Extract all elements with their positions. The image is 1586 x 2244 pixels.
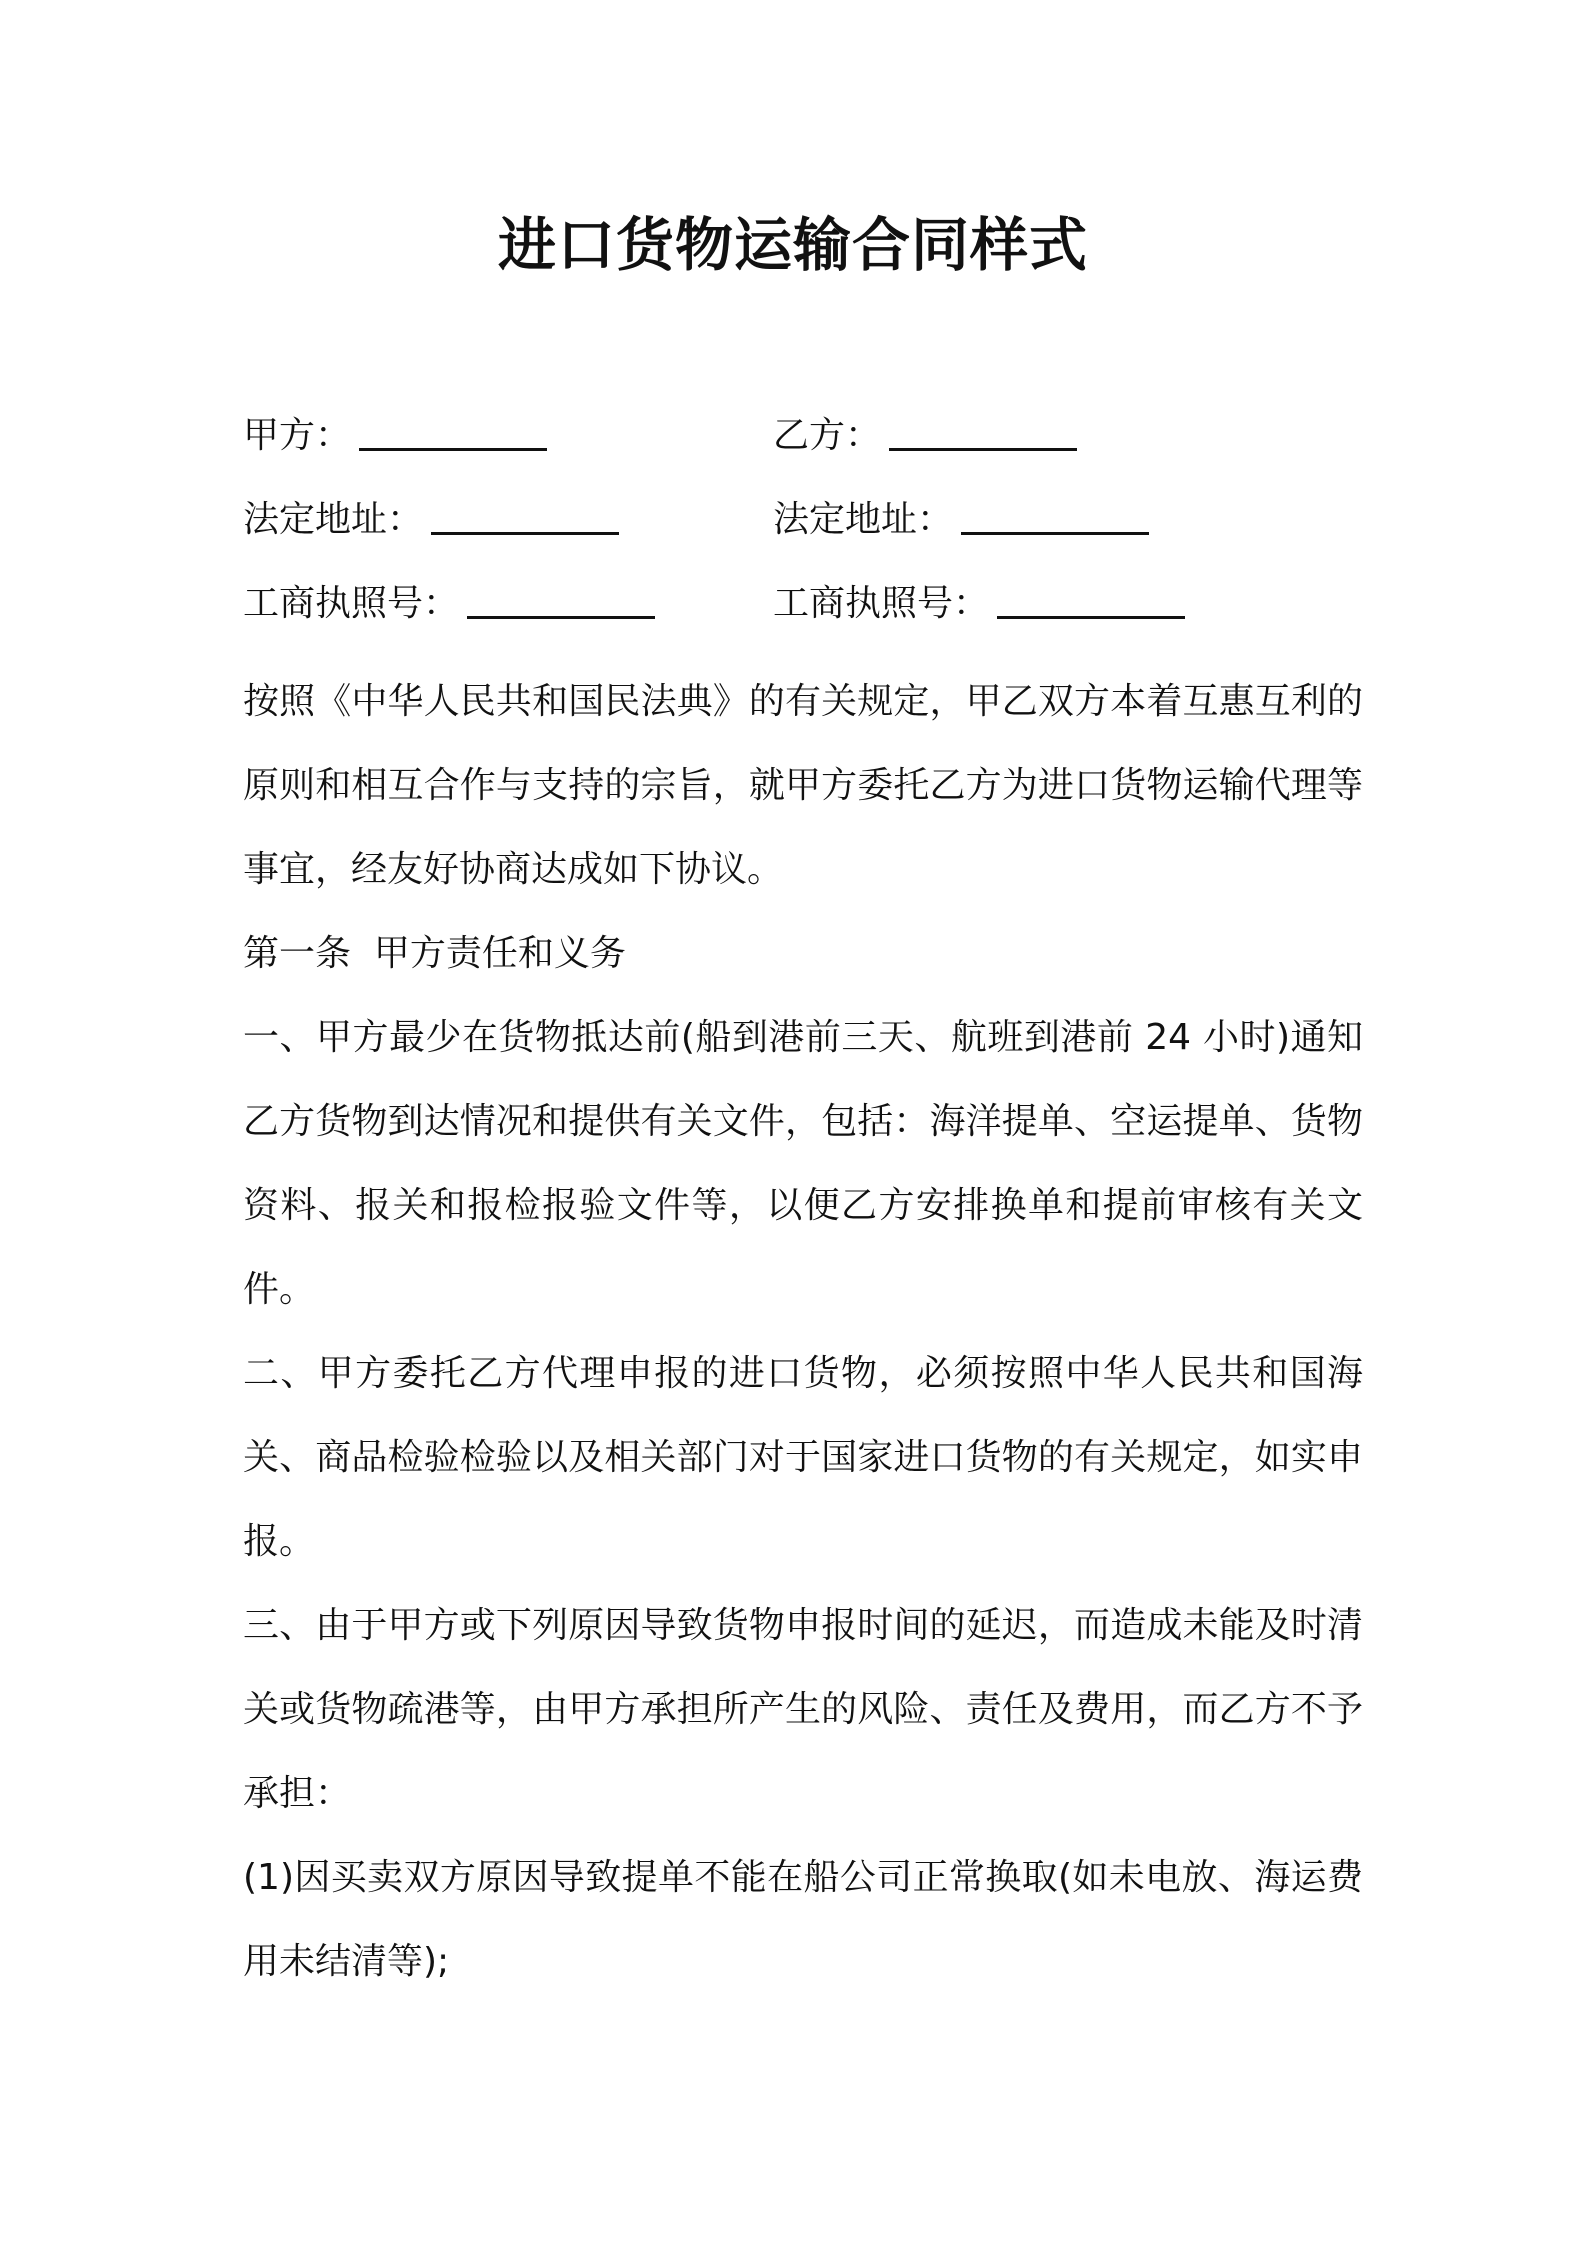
license-row <box>243 574 1363 634</box>
party-a-blank <box>359 408 547 451</box>
contract-body <box>243 660 1363 2004</box>
address-b-field <box>773 490 1149 550</box>
clause-2-paragraph: 二、甲方委托乙方代理申报的进口货物，必须按照中华人民共和国海关、商品检验检验以及相关部门对于国家进口货物的有关规定，如实申报。 <box>243 1353 1363 1562</box>
party-row <box>243 406 1363 466</box>
address-b-label: 法定地址： <box>773 499 954 540</box>
party-b-field <box>773 406 1077 466</box>
preamble-paragraph: 按照《中华人民共和国民法典》的有关规定，甲乙双方本着互惠互利的原则和相互合作与支持的宗旨，就甲方委托乙方为进口货物运输代理等事宜，经友好协商达成如下协议。 <box>243 681 1363 890</box>
address-a-blank <box>431 492 619 535</box>
license-a-blank <box>467 576 655 619</box>
party-a-label: 甲方： <box>243 415 352 456</box>
license-a-field <box>243 574 655 634</box>
document-title: 进口货物运输合同样式 <box>497 211 1088 279</box>
article-1-heading: 第一条 甲方责任和义务 <box>243 933 626 974</box>
party-b-blank <box>889 408 1077 451</box>
license-b-label: 工商执照号： <box>773 583 990 624</box>
party-b-label: 乙方： <box>773 415 882 456</box>
license-a-label: 工商执照号： <box>243 583 460 624</box>
clause-1-paragraph: 一、甲方最少在货物抵达前(船到港前三天、航班到港前 24 小时)通知乙方货物到达情况和提供有关文件，包括：海洋提单、空运提单、货物资料、报关和报检报验文件等，以便乙方安排换单和提前审核有关文件。 <box>243 1017 1363 1310</box>
clause-3-paragraph: 三、由于甲方或下列原因导致货物申报时间的延迟，而造成未能及时清关或货物疏港等，由甲方承担所产生的风险、责任及费用，而乙方不予承担： <box>243 1605 1363 1814</box>
license-b-blank <box>997 576 1185 619</box>
address-row <box>243 490 1363 550</box>
address-b-blank <box>961 492 1149 535</box>
party-a-field <box>243 406 547 466</box>
address-a-label: 法定地址： <box>243 499 424 540</box>
license-b-field <box>773 574 1185 634</box>
clause-3-item-1-paragraph: (1)因买卖双方原因导致提单不能在船公司正常换取(如未电放、海运费用未结清等); <box>243 1857 1363 1982</box>
address-a-field <box>243 490 619 550</box>
